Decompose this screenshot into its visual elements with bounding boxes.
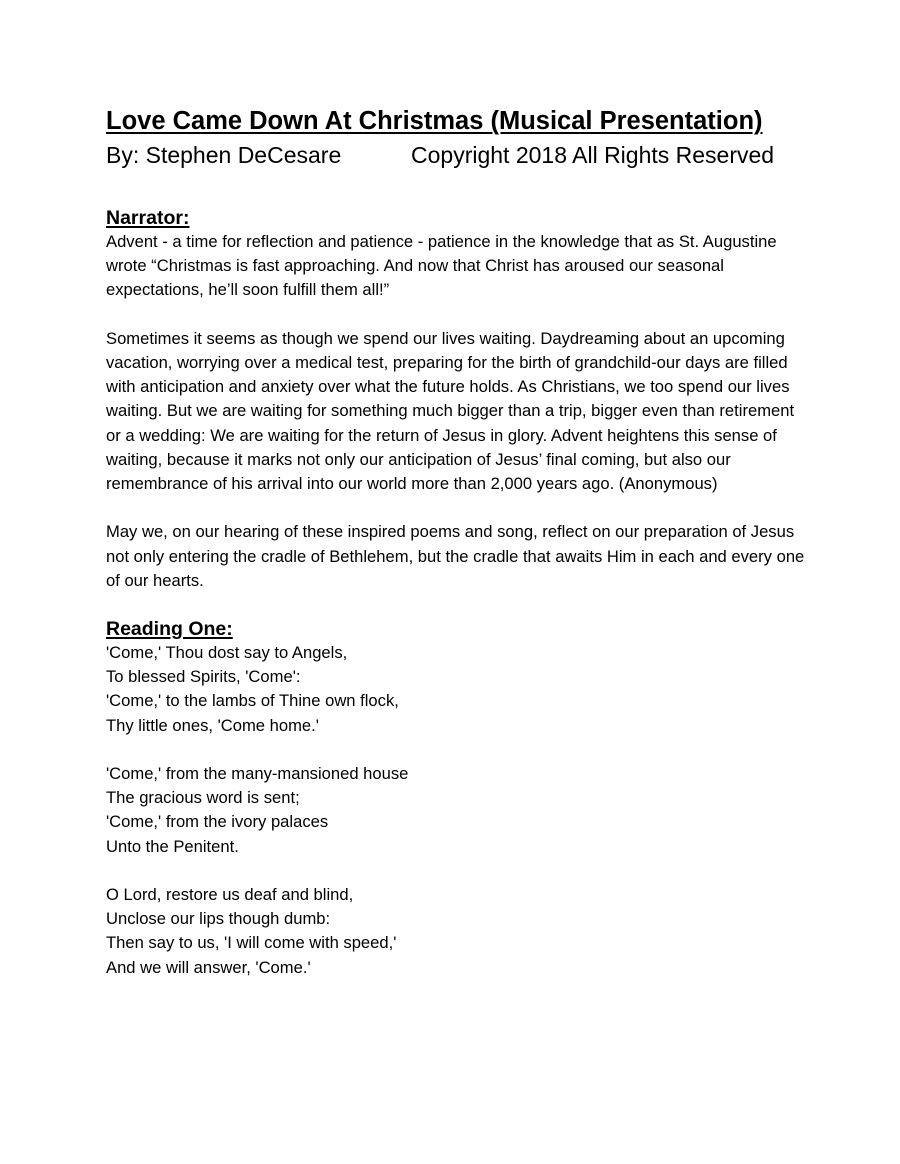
- poem-line: Then say to us, 'I will come with speed,': [106, 933, 397, 953]
- poem-line: 'Come,' from the ivory palaces: [106, 812, 329, 832]
- narrator-paragraph: May we, on our hearing of these inspired poems and song, reflect on our preparation of Jesus not only entering the cradle of Bethlehem, but the cradle that awaits Him in each and every one of our hearts.: [106, 522, 805, 590]
- copyright-notice: Copyright 2018 All Rights Reserved: [411, 142, 775, 168]
- poem-line: Unto the Penitent.: [106, 836, 239, 856]
- narrator-heading: Narrator:: [106, 207, 190, 229]
- poem-line: O Lord, restore us deaf and blind,: [106, 885, 354, 905]
- poem-line: Unclose our lips though dumb:: [106, 909, 331, 929]
- poem-line: The gracious word is sent;: [106, 788, 300, 808]
- poem-line: Thy little ones, 'Come home.': [106, 715, 319, 735]
- poem-line: 'Come,' to the lambs of Thine own flock,: [106, 691, 399, 711]
- narrator-section: [106, 230, 806, 593]
- narrator-paragraph: Sometimes it seems as though we spend our lives waiting. Daydreaming about an upcoming vacation, worrying over a medical test, preparing for the birth of grandchild-our days are filled with anticipation and anxiety over what the future holds. As Christians, we too spend our lives waiting. But we are waiting for something much bigger than a trip, bigger even than retirement or a wedding: We are waiting for the return of Jesus in glory. Advent heightens this sense of waiting, because it marks not only our anticipation of Jesus’ final coming, but also our remembrance of his arrival into our world more than 2,000 years ago. (Anonymous): [106, 328, 795, 494]
- reading-one-poem: [106, 641, 806, 980]
- document-page: [106, 104, 806, 980]
- poem-line: 'Come,' Thou dost say to Angels,: [106, 643, 348, 663]
- byline: [106, 138, 806, 172]
- narrator-paragraph: Advent - a time for reflection and patience - patience in the knowledge that as St. Augustine wrote “Christmas is fast approaching. And now that Christ has aroused our seasonal expectations, he’ll soon fulfill them all!”: [106, 232, 777, 300]
- poem-stanza: [106, 883, 806, 980]
- author-credit: By: Stephen DeCesare: [106, 142, 342, 168]
- poem-stanza: [106, 641, 806, 738]
- document-title: Love Came Down At Christmas (Musical Presentation): [106, 107, 763, 135]
- poem-line: 'Come,' from the many-mansioned house: [106, 764, 409, 784]
- reading-one-heading: Reading One:: [106, 618, 233, 641]
- poem-line: And we will answer, 'Come.': [106, 957, 311, 977]
- poem-line: To blessed Spirits, 'Come':: [106, 667, 301, 687]
- poem-stanza: [106, 762, 806, 859]
